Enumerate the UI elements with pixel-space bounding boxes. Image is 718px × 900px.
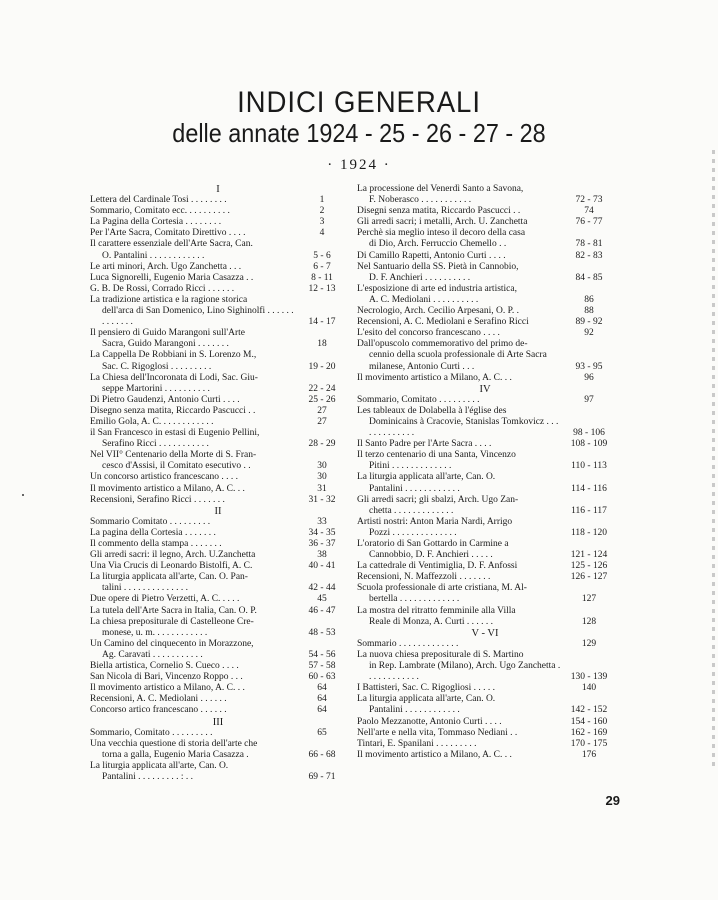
entry-title-line: Il pensiero di Guido Marangoni sull'Arte (90, 328, 246, 339)
entry-title-line: L'esito del concorso francescano . . . . (357, 328, 500, 339)
entry-title-line: Il movimento artistico a Milano, A. C. . . (357, 372, 512, 383)
entry-title-continuation: chetta . . . . . . . . . . . . . (369, 505, 454, 516)
entry-title-continuation: Cannobbio, D. F. Anchieri . . . . . (369, 550, 493, 561)
entry-page: 96 (584, 372, 594, 383)
entry-page: 89 - 92 (575, 317, 603, 328)
index-entry (357, 750, 613, 761)
entry-title-line: Un Camino del cinquecento in Morazzone, (90, 638, 254, 649)
index-entry (90, 295, 346, 328)
index-entry (90, 739, 346, 761)
entry-page: 45 (317, 594, 327, 605)
entry-page: 130 - 139 (570, 672, 608, 683)
entry-page: 48 - 53 (308, 627, 336, 638)
entry-title-line: Una vecchia questione di storia dell'arte che (90, 738, 258, 749)
index-entry (90, 262, 346, 273)
entry-title-line: Recensioni, A. C. Mediolani e Serafino Ricci (357, 317, 529, 328)
index-entry (357, 683, 613, 694)
entry-title-line: San Nicola di Bari, Vincenzo Roppo . . . (90, 672, 243, 683)
entry-title-continuation: talini . . . . . . . . . . . . . . (102, 583, 189, 594)
entry-title-line: La mostra del ritratto femminile alla Villa (357, 605, 516, 616)
entry-page: 8 - 11 (311, 272, 333, 283)
entry-page: 30 (317, 461, 327, 472)
index-entry (357, 339, 613, 372)
index-entry (357, 306, 613, 317)
page-subtitle: delle annate 1924 - 25 - 26 - 27 - 28 (172, 118, 546, 148)
entry-title-line: Nel VII° Centenario della Morte di S. Fran- (90, 450, 257, 461)
entry-page: 19 - 20 (308, 361, 336, 372)
entry-title-line: Di Pietro Gaudenzi, Antonio Curti . . . . (90, 394, 240, 405)
index-entry (90, 683, 346, 694)
entry-title-continuation: Pantalini . . . . . . . . . : . . (102, 771, 194, 782)
index-entry (357, 606, 613, 628)
entry-title-line: La processione del Venerdì Santo a Savona, (357, 184, 524, 194)
entry-title-line: L'oratorio di San Gottardo in Carmine a (357, 539, 509, 549)
index-entry (357, 262, 613, 284)
index-entry (357, 328, 613, 339)
index-entry (90, 495, 346, 506)
entry-title-line: Il movimento artistico a Milano, A. C. . . (357, 749, 512, 760)
index-entry (90, 728, 346, 739)
entry-page: 66 - 68 (308, 749, 336, 760)
entry-title-line: Dall'opuscolo commemorativo del primo de- (357, 339, 528, 350)
entry-page: 30 (317, 472, 327, 483)
index-entry (90, 639, 346, 661)
index-entry (90, 617, 346, 639)
entry-page: 5 - 6 (313, 250, 331, 261)
entry-title-continuation: in Rep. Lambrate (Milano), Arch. Ugo Zanchetta . . . . . . . . . . . . (369, 661, 561, 683)
entry-title-line: La liturgia applicata all'arte, Can. O. (90, 760, 229, 771)
entry-title-line: L'esposizione di arte ed industria artistica, (357, 283, 517, 294)
index-entry (357, 206, 613, 217)
entry-page: 92 (584, 328, 594, 339)
entry-page: 88 (584, 306, 594, 317)
index-entry (90, 694, 346, 705)
index-entry (90, 572, 346, 594)
entry-title-line: La nuova chiesa prepositurale di S. Martino (357, 649, 524, 660)
entry-title-line: il San Francesco in estasi di Eugenio Pellini, (90, 428, 260, 439)
entry-title-line: Disegni senza matita, Riccardo Pascucci . . (357, 206, 521, 217)
entry-title-line: La liturgia applicata all'arte, Can. O. Pan- (90, 572, 248, 583)
entry-page: 84 - 85 (575, 272, 603, 283)
left-index-column (90, 184, 346, 783)
index-entry (357, 694, 613, 716)
entry-title-continuation: Sacra, Guido Marangoni . . . . . . . (102, 339, 229, 350)
entry-page: 18 (317, 339, 327, 350)
index-entry (90, 606, 346, 617)
entry-title-line: Sommario Comitato . . . . . . . . . (90, 516, 211, 527)
entry-title-line: Gli arredi sacri: il legno, Arch. U.Zanchetta (90, 550, 256, 561)
entry-page: 93 - 95 (575, 361, 603, 372)
year-heading: · 1924 · (327, 157, 391, 173)
index-entry (90, 472, 346, 483)
index-entry (90, 761, 346, 783)
entry-page: 1 (319, 195, 325, 206)
section-heading: IV (479, 383, 491, 395)
index-entry (357, 495, 613, 517)
index-entry (90, 550, 346, 561)
entry-title-line: La liturgia applicata all'arte, Can. O. (357, 694, 496, 705)
entry-page: 6 - 7 (313, 261, 331, 272)
index-entry (90, 373, 346, 395)
entry-page: 126 - 127 (570, 572, 608, 583)
entry-title-continuation: Reale di Monza, A. Curti . . . . . . (369, 616, 494, 627)
entry-title-line: La Chiesa dell'Incoronata di Lodi, Sac. Giu- (90, 372, 258, 383)
section-heading: II (214, 505, 222, 517)
entry-title-line: Nel Santuario della SS. Pietà in Cannobio, (357, 261, 519, 272)
entry-title-continuation: cesco d'Assisi, il Comitato esecutivo . . (102, 461, 251, 472)
index-entry (357, 583, 613, 605)
entry-title-line: Recensioni, N. Maffezzoli . . . . . . . (357, 572, 491, 583)
entry-title-continuation: Pantalini . . . . . . . . . . . . (369, 705, 460, 716)
entry-title-line: La liturgia applicata all'arte, Can. O. (357, 472, 496, 483)
entry-title-line: Le arti minori, Arch. Ugo Zanchetta . . . (90, 261, 242, 272)
entry-title-line: Due opere di Pietro Verzetti, A. C. . . . . (90, 594, 240, 605)
entry-title-line: Il movimento artistico a Milano, A. C. . . (90, 483, 245, 494)
entry-page: 27 (317, 405, 327, 416)
entry-title-continuation: cennio della scuola professionale di Arte Sacra milanese, Antonio Curti . . . (369, 350, 547, 372)
page-title: INDICI GENERALI (237, 86, 481, 119)
entry-title-line: La Cappella De Robbiani in S. Lorenzo M., (90, 350, 257, 361)
entry-page: 170 - 175 (570, 738, 608, 749)
entry-title-continuation: Ag. Caravati . . . . . . . . . . . (102, 649, 203, 660)
index-entry (90, 672, 346, 683)
entry-title-continuation: di Dio, Arch. Ferruccio Chemello . . (369, 239, 507, 250)
entry-title-continuation: Serafino Ricci . . . . . . . . . . . (102, 439, 209, 450)
entry-title-line: Il commento della stampa . . . . . . . (90, 539, 222, 549)
index-entry (90, 328, 346, 350)
entry-title-continuation: bertella . . . . . . . . . . . . . (369, 594, 460, 605)
entry-title-line: Lettera del Cardinale Tosi . . . . . . . . (90, 195, 227, 206)
entry-page: 22 - 24 (308, 383, 336, 394)
index-entry (357, 539, 613, 561)
entry-page: 25 - 26 (308, 394, 336, 405)
index-entry (357, 373, 613, 384)
entry-page: 76 - 77 (575, 217, 603, 228)
entry-title-line: Gli arredi sacri; i metalli, Arch. U. Zanchetta (357, 217, 528, 228)
entry-title-line: Una Via Crucis di Leonardo Bistolfi, A. C. (90, 561, 253, 572)
entry-page: 127 (581, 594, 597, 605)
section-heading: III (212, 716, 224, 728)
entry-title-continuation: A. C. Mediolani . . . . . . . . . . (369, 294, 479, 305)
entry-title-line: Luca Signorelli, Eugenio Maria Casazza . . (90, 272, 254, 283)
index-entry (357, 406, 613, 439)
index-entry (90, 395, 346, 406)
section-heading: I (216, 184, 220, 195)
entry-page: 121 - 124 (570, 550, 608, 561)
entry-page: 12 - 13 (308, 283, 336, 294)
index-entry (90, 450, 346, 472)
entry-title-line: Il Santo Padre per l'Arte Sacra . . . . (357, 439, 492, 450)
index-entry (90, 273, 346, 284)
entry-page: 46 - 47 (308, 605, 336, 616)
index-entry (90, 206, 346, 217)
entry-title-line: Les tableaux de Dolabella à l'église des (357, 405, 507, 416)
index-entry (357, 728, 613, 739)
entry-title-continuation: seppe Martorini . . . . . . . . . . (102, 383, 210, 394)
index-entry (357, 317, 613, 328)
entry-title-line: Recensioni, A. C. Mediolani . . . . . . (90, 694, 227, 705)
entry-title-line: Sommario, Comitato ecc. . . . . . . . . . (90, 206, 230, 217)
entry-title-continuation: F. Noberasco . . . . . . . . . . . (369, 195, 472, 206)
index-entry (90, 195, 346, 206)
entry-page: 28 - 29 (308, 439, 336, 450)
index-entry (90, 428, 346, 450)
index-entry (357, 717, 613, 728)
entry-title-line: Il terzo centenario di una Santa, Vincenzo (357, 450, 516, 461)
entry-page: 98 - 106 (573, 428, 605, 439)
entry-title-line: La chiesa prepositurale di Castelleone Cre- (90, 616, 254, 627)
entry-page: 4 (319, 228, 325, 239)
index-entry (90, 228, 346, 239)
index-entry (357, 572, 613, 583)
entry-title-line: Concorso artico francescano . . . . . . (90, 705, 227, 716)
entry-title-continuation: Sac. C. Rigoglosi . . . . . . . . . (102, 361, 212, 372)
entry-page: 31 (317, 483, 327, 494)
entry-page: 128 (581, 616, 597, 627)
entry-title-line: I Battisteri, Sac. C. Rigogliosi . . . . . (357, 683, 496, 694)
entry-title-line: Artisti nostri: Anton Maria Nardi, Arrigo (357, 516, 513, 527)
index-entry (90, 705, 346, 716)
entry-title-continuation: Pantalini . . . . . . . . . . . . (369, 483, 460, 494)
entry-page: 3 (319, 217, 325, 228)
entry-page: 64 (317, 705, 327, 716)
entry-page: 57 - 58 (308, 661, 336, 672)
entry-title-continuation: Pitini . . . . . . . . . . . . . (369, 461, 452, 472)
right-index-column (357, 184, 613, 761)
entry-page: 114 - 116 (571, 483, 607, 494)
entry-page: 14 - 17 (308, 317, 336, 328)
entry-page: 140 (581, 683, 597, 694)
entry-title-line: Un concorso artistico francescano . . . . (90, 472, 238, 483)
entry-title-line: La tutela dell'Arte Sacra in Italia, Can. O. P. (90, 605, 257, 616)
scan-edge-marks (712, 150, 715, 770)
entry-page: 176 (581, 749, 597, 760)
index-entry (90, 284, 346, 295)
entry-page: 125 - 126 (570, 561, 608, 572)
entry-title-line: Emilio Gola, A. C. . . . . . . . . . . . (90, 416, 214, 427)
entry-page: 64 (317, 683, 327, 694)
index-entry (357, 251, 613, 262)
index-entry (90, 350, 346, 372)
entry-title-continuation: dell'arca di San Domenico, Lino Sighinolfi . . . . . . . . . . . . . (102, 306, 294, 328)
index-entry (357, 439, 613, 450)
entry-title-line: Sommario, Comitato . . . . . . . . . (357, 394, 480, 405)
entry-page: 36 - 37 (308, 539, 336, 549)
index-entry (357, 739, 613, 750)
index-entry (90, 406, 346, 417)
index-entry (357, 284, 613, 306)
entry-page: 33 (317, 516, 327, 527)
entry-title-continuation: monese, u. m. . . . . . . . . . . . (102, 627, 208, 638)
index-entry (90, 239, 346, 261)
entry-title-line: Il movimento artistico a Milano, A. C. . . (90, 683, 245, 694)
entry-page: 31 - 32 (308, 494, 336, 505)
entry-title-line: Necrologio, Arch. Cecilio Arpesani, O. P. . (357, 306, 520, 317)
entry-title-line: Recensioni, Serafino Ricci . . . . . . . (90, 494, 225, 505)
entry-title-line: Perchè sia meglio inteso il decoro della casa (357, 228, 526, 239)
entry-title-line: Tintari, E. Spanilani . . . . . . . . . (357, 738, 477, 749)
entry-title-line: Sommario . . . . . . . . . . . . . (357, 638, 459, 649)
entry-title-line: Il carattere essenziale dell'Arte Sacra, Can. (90, 239, 253, 250)
entry-page: 72 - 73 (575, 195, 603, 206)
entry-page: 74 (584, 206, 594, 217)
entry-title-line: La cattedrale di Ventimiglia, D. F. Anfossi (357, 561, 518, 572)
entry-page: 54 - 56 (308, 649, 336, 660)
section-heading: V - VI (471, 627, 499, 639)
entry-title-continuation: O. Pantalini . . . . . . . . . . . . (102, 250, 205, 261)
entry-page: 162 - 169 (570, 727, 608, 738)
entry-page: 34 - 35 (308, 527, 336, 538)
entry-page: 129 (581, 638, 597, 649)
entry-page: 42 - 44 (308, 583, 336, 594)
entry-title-line: Gli arredi sacri; gli sbalzi, Arch. Ugo Zan- (357, 494, 519, 505)
index-entry (357, 472, 613, 494)
entry-title-continuation: D. F. Anchieri . . . . . . . . . . (369, 272, 471, 283)
index-entry (90, 217, 346, 228)
entry-page: 2 (319, 206, 325, 217)
entry-title-line: La pagina della Cortesia . . . . . . . (90, 527, 216, 538)
entry-page: 60 - 63 (308, 672, 336, 683)
index-entry (90, 661, 346, 672)
entry-page: 86 (584, 294, 594, 305)
index-entry (357, 395, 613, 406)
index-entry (90, 539, 346, 550)
entry-page: 97 (584, 394, 594, 405)
index-entry (357, 639, 613, 650)
index-entry (90, 417, 346, 428)
entry-page: 69 - 71 (308, 771, 336, 782)
index-entry (90, 594, 346, 605)
entry-page: 27 (317, 416, 327, 427)
entry-page: 78 - 81 (575, 239, 603, 250)
entry-page: 108 - 109 (570, 439, 608, 450)
index-entry (357, 650, 613, 683)
entry-title-line: Per l'Arte Sacra, Comitato Direttivo . . . . (90, 228, 246, 239)
index-entry (90, 484, 346, 495)
index-entry (90, 561, 346, 572)
index-entry (90, 528, 346, 539)
entry-page: 118 - 120 (570, 527, 608, 538)
entry-page: 142 - 152 (570, 705, 608, 716)
index-entry (357, 561, 613, 572)
entry-page: 116 - 117 (571, 505, 607, 516)
index-entry (357, 217, 613, 228)
entry-title-line: La Pagina della Cortesia . . . . . . . . (90, 217, 222, 228)
entry-title-line: G. B. De Rossi, Corrado Ricci . . . . . . (90, 283, 235, 294)
index-entry (357, 228, 613, 250)
entry-page: 110 - 113 (571, 461, 607, 472)
entry-title-line: Scuola professionale di arte cristiana, M. Al- (357, 583, 527, 594)
index-entry (357, 184, 613, 206)
entry-title-line: La tradizione artistica e la ragione storica (90, 294, 248, 305)
entry-title-continuation: torna a galla, Eugenio Maria Casazza . (102, 749, 249, 760)
entry-page: 64 (317, 694, 327, 705)
entry-page: 40 - 41 (308, 561, 336, 572)
index-entry (357, 517, 613, 539)
entry-page: 82 - 83 (575, 250, 603, 261)
entry-title-continuation: Dominicains à Cracovie, Stanislas Tomkovicz . . . . . . . . . . . . . (369, 416, 559, 439)
entry-title-line: Nell'arte e nella vita, Tommaso Nediani . . (357, 727, 518, 738)
entry-title-line: Di Camillo Rapetti, Antonio Curti . . . . (357, 250, 506, 261)
index-entry (357, 450, 613, 472)
entry-page: 154 - 160 (570, 716, 608, 727)
entry-page: 65 (317, 727, 327, 738)
entry-title-continuation: Pozzi . . . . . . . . . . . . . . (369, 527, 457, 538)
page-number: 29 (605, 793, 620, 808)
entry-page: 38 (317, 550, 327, 561)
scan-speck (22, 494, 24, 496)
entry-title-line: Disegno senza matita, Riccardo Pascucci . . (90, 405, 256, 416)
index-entry (90, 517, 346, 528)
entry-title-line: Sommario, Comitato . . . . . . . . . (90, 727, 213, 738)
entry-title-line: Paolo Mezzanotte, Antonio Curti . . . . (357, 716, 502, 727)
entry-title-line: Biella artistica, Cornelio S. Cueco . . . . (90, 661, 239, 672)
